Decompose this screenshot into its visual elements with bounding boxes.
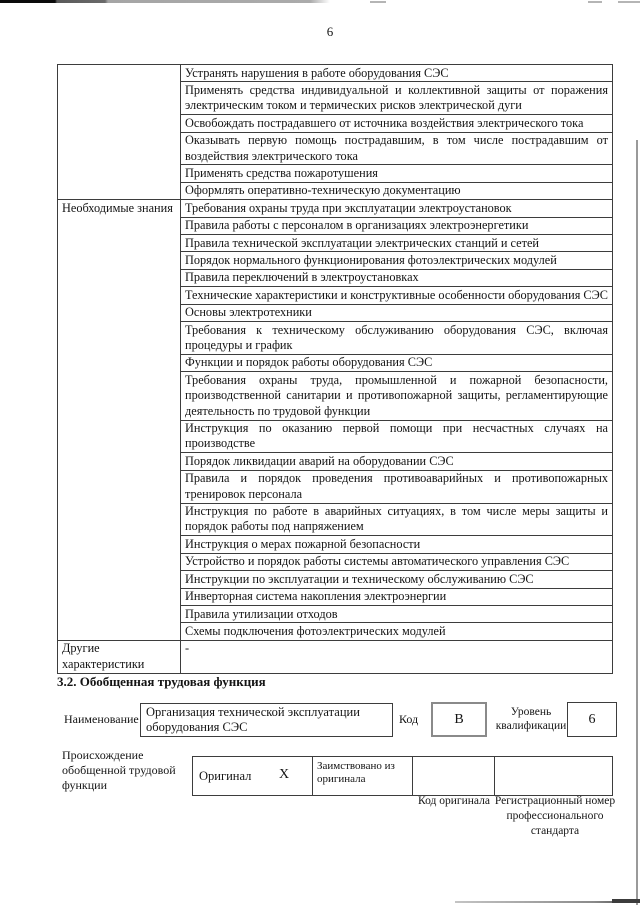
origin-original-cell [192,756,313,796]
item-cell: Правила и порядок проведения противоаварийных и противопожарных тренировок персонала [181,470,613,503]
name-label: Наименование [64,712,139,726]
scan-artifact-dash [588,1,602,3]
item-cell: Применять средства пожаротушения [181,165,613,182]
item-cell: Инструкция по работе в аварийных ситуациях, в том числе меры защиты и порядок работы под напряжением [181,503,613,536]
item-cell: Основы электротехники [181,304,613,321]
item-cell: Правила работы с персоналом в организациях электроэнергетики [181,217,613,234]
origin-borrowed-cell: Заимствовано из оригинала [313,756,413,796]
item-cell: Устройство и порядок работы системы автоматического управления СЭС [181,553,613,570]
row-label-cell [58,65,181,200]
qualification-level-label: Уровень квалификации [495,706,567,732]
origin-table [192,756,613,796]
item-cell: Требования к техническому обслуживанию оборудования СЭС, включая процедуры и график [181,322,613,355]
item-cell: Применять средства индивидуальной и коллективной защиты от поражения электрическим током и термических рисков электрической дуги [181,82,613,115]
item-cell: Освобождать пострадавшего от источника воздействия электрического тока [181,115,613,132]
item-cell: Устранять нарушения в работе оборудования СЭС [181,65,613,82]
item-cell: Технические характеристики и конструктивные особенности оборудования СЭС [181,287,613,304]
item-cell: Требования охраны труда при эксплуатации электроустановок [181,200,613,217]
scan-artifact-dash [370,1,386,3]
item-cell: Правила технической эксплуатации электрических станций и сетей [181,235,613,252]
item-cell: Оформлять оперативно-техническую документацию [181,182,613,199]
item-cell: Требования охраны труда, промышленной и пожарной безопасности, производственной санитарии и противопожарной защиты, регламентирующие деятельность по трудовой функции [181,372,613,420]
table-row [58,65,613,82]
page-number: 6 [326,24,334,39]
origin-registration-cell [495,756,613,796]
item-cell: Правила утилизации отходов [181,606,613,623]
item-cell: Инструкция по оказанию первой помощи при несчастных случаях на производстве [181,420,613,453]
qualification-level-box: 6 [567,702,617,737]
item-cell: Правила переключений в электроустановках [181,269,613,286]
item-cell: Оказывать первую помощь пострадавшим, в том числе пострадавшим от воздействия электрического тока [181,132,613,165]
origin-code-cell [413,756,495,796]
table-row [58,640,613,673]
scan-artifact-right [636,140,638,905]
row-label-cell: Другие характеристики [58,640,181,673]
item-cell: Инструкция о мерах пожарной безопасности [181,536,613,553]
scan-artifact-top [0,0,640,3]
item-cell: Порядок нормального функционирования фотоэлектрических модулей [181,252,613,269]
section-heading: 3.2. Обобщенная трудовая функция [57,674,266,689]
item-cell: Функции и порядок работы оборудования СЭС [181,354,613,371]
row-label-cell: Необходимые знания [58,200,181,641]
item-cell: Порядок ликвидации аварий на оборудовании СЭС [181,453,613,470]
main-table-body [58,65,613,674]
requirements-table [57,64,613,674]
origin-original-mark: X [279,767,290,782]
item-cell: Схемы подключения фотоэлектрических модулей [181,623,613,640]
scan-artifact-dash [618,1,640,3]
scan-artifact-corner [612,899,640,903]
origin-registration-caption: Регистрационный номер профессионального стандарта [494,795,616,837]
item-cell: - [181,640,613,673]
origin-code-caption: Код оригинала [418,795,490,807]
code-label: Код [399,712,419,726]
item-cell: Инструкции по эксплуатации и техническому обслуживанию СЭС [181,571,613,588]
table-row [58,200,613,217]
code-value-box: B [431,702,487,737]
origin-original-label: Оригинал [199,769,252,783]
name-value-box: Организация технической эксплуатации оборудования СЭС [140,703,393,737]
item-cell: Инверторная система накопления электроэнергии [181,588,613,605]
origin-label: Происхождение обобщенной трудовой функции [62,748,176,792]
